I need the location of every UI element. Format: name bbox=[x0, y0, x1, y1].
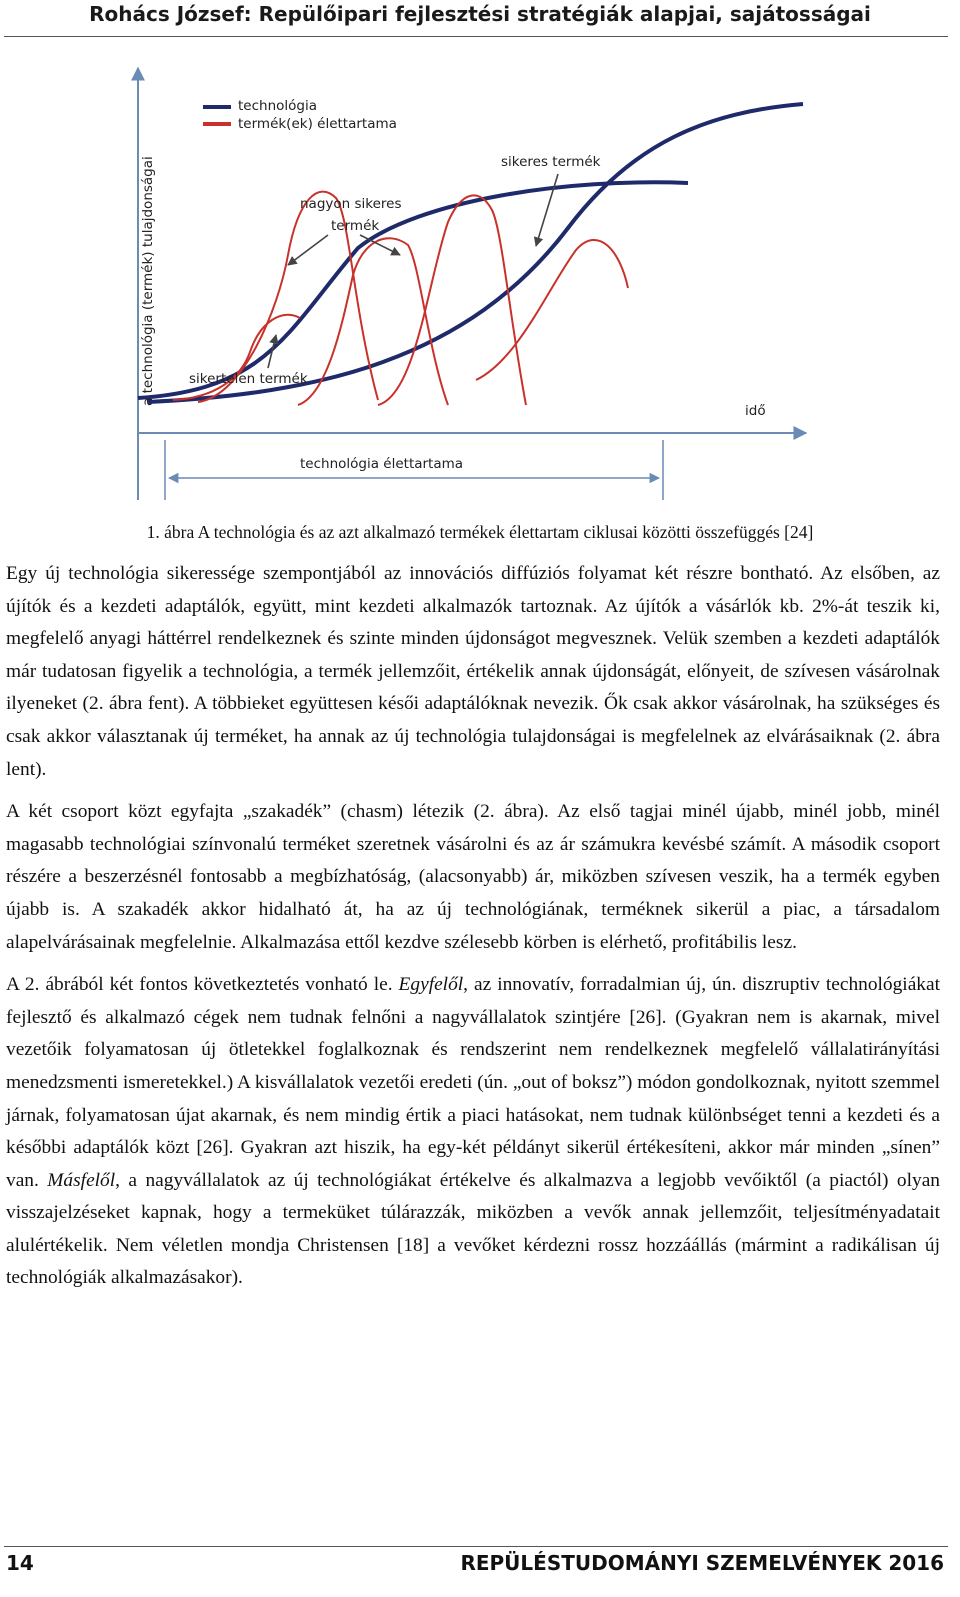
journal-title: REPÜLÉSTUDOMÁNYI SZEMELVÉNYEK 2016 bbox=[460, 1551, 944, 1575]
figure-caption: 1. ábra A technológia és az azt alkalmazó termékek élettartam ciklusai közötti összefüggés [24] bbox=[146, 522, 814, 542]
technology-curve-short bbox=[138, 182, 688, 398]
y-axis-label: a technológia (termék) tulajdonságai bbox=[140, 156, 156, 406]
page-header-title: Rohács József: Repülőipari fejlesztési stratégiák alapjai, sajátosságai bbox=[89, 2, 871, 26]
annotation-very-successful-line2: termék bbox=[331, 218, 380, 234]
p3-emphasis-egyfelol: Egyfelől bbox=[398, 974, 464, 996]
p3-end: , a nagyvállalatok az új technológiákat értékelve és alkalmazva a legjobb vevőiktől (a piactól) olyan visszajelzéseket kapnak, hogy a termeküket túlárazzák, miközben a vevők annak jellemzőit, teljesítményadatait alulértékelik. Nem véletlen mondja Christensen [18] a vevőket kérdezni rossz hozzáállás (mármint a radikálisan új technológiák alkalmazásakor). bbox=[6, 1169, 940, 1289]
product-curve-successful bbox=[378, 195, 526, 405]
arrow-successful bbox=[536, 174, 558, 246]
paragraph-2: A két csoport közt egyfajta „szakadék” (chasm) létezik (2. ábra). Az első tagjai minél újabb, minél jobb, minél magasabb technológiai színvonalú terméket szeretnek vásárolni és az ár számukra kevésbé számít. A második csoport részére a beszerzésnél fontosabb a megbízhatóság, (alacsonyabb) ár, miközben szívesen veszik, ha a termék egyben újabb is. A szakadék akkor hidalható át, ha az új technológiának, terméknek sikerül a piac, a társadalom alapelvárásainak megfelelnie. Alkalmazása ettől kezdve szélesebb körben is elérhető, profitábilis lesz. bbox=[6, 801, 940, 953]
legend-product-label: termék(ek) élettartama bbox=[238, 116, 397, 132]
x-axis-label: idő bbox=[745, 403, 766, 419]
header-rule bbox=[4, 36, 948, 37]
p3-start: A 2. ábrából két fontos következtetés vonható le. bbox=[6, 974, 399, 996]
arrow-very-successful-1 bbox=[288, 235, 328, 265]
footer-rule bbox=[4, 1546, 948, 1547]
figure-technology-lifecycle bbox=[128, 60, 818, 510]
annotation-very-successful-line1: nagyon sikeres bbox=[300, 196, 402, 212]
body-text bbox=[6, 558, 940, 1295]
product-curve-5 bbox=[476, 240, 628, 380]
figure-svg bbox=[128, 60, 818, 510]
legend-technology-label: technológia bbox=[238, 98, 317, 114]
p3-middle: , az innovatív, forradalmian új, ún. diszruptiv technológiákat fejlesztő és alkalmazó cégek nem tudnak felnőni a nagyvállalatok szintjére [26]. (Gyakran nem is akarnak, mivel vezetőik folyamatosan új ötletekkel foglalkoznak és rendszerint nem rendelkeznek megfelelő vállalatirányítási menedzsmenti ismeretekkel.) A kisvállalatok vezetői eredeti (ún. „out of boksz”) módon gondolkoznak, nyitott szemmel járnak, folyamatosan újat akarnak, és nem mindig értik a piaci hatásokat, nem tudnak különbséget tenni a kezdeti és a későbbi adaptálók közt [26]. Gyakran azt hiszik, ha egy-két példányt sikerül értékesíteni, akkor már minden „sínen” van. bbox=[6, 974, 940, 1191]
paragraph-3 bbox=[6, 969, 940, 1295]
page-number: 14 bbox=[6, 1551, 34, 1575]
p3-emphasis-masfelol: Másfelől bbox=[47, 1169, 116, 1191]
annotation-unsuccessful: sikertelen termék bbox=[189, 371, 308, 387]
annotation-successful: sikeres termék bbox=[501, 154, 601, 170]
annotation-lifetime: technológia élettartama bbox=[300, 456, 464, 472]
technology-curve-main bbox=[148, 104, 803, 402]
paragraph-1: Egy új technológia sikeressége szempontjából az innovációs diffúziós folyamat két részre bontható. Az elsőben, az újítók és a kezdeti adaptálók, együtt, mint kezdeti alkalmazók tartoznak. Az újítók a vásárlók kb. 2%-át teszik ki, megfelelő anyagi háttérrel rendelkeznek és szinte minden újdonságot megvesznek. Velük szemben a kezdeti adaptálók már tudatosan figyelik a technológia, a termék jellemzőit, értékelik annak újdonságát, előnyeit, de szívesen vásárolnak ilyeneket (2. ábra fent). A többieket együttesen késői adaptálóknak nevezik. Ők csak akkor vásárolnak, ha szükséges és csak akkor választanak új terméket, ha annak az új technológia tulajdonságai is megfelelnek az elvárásaiknak (2. ábra lent). bbox=[6, 563, 940, 780]
